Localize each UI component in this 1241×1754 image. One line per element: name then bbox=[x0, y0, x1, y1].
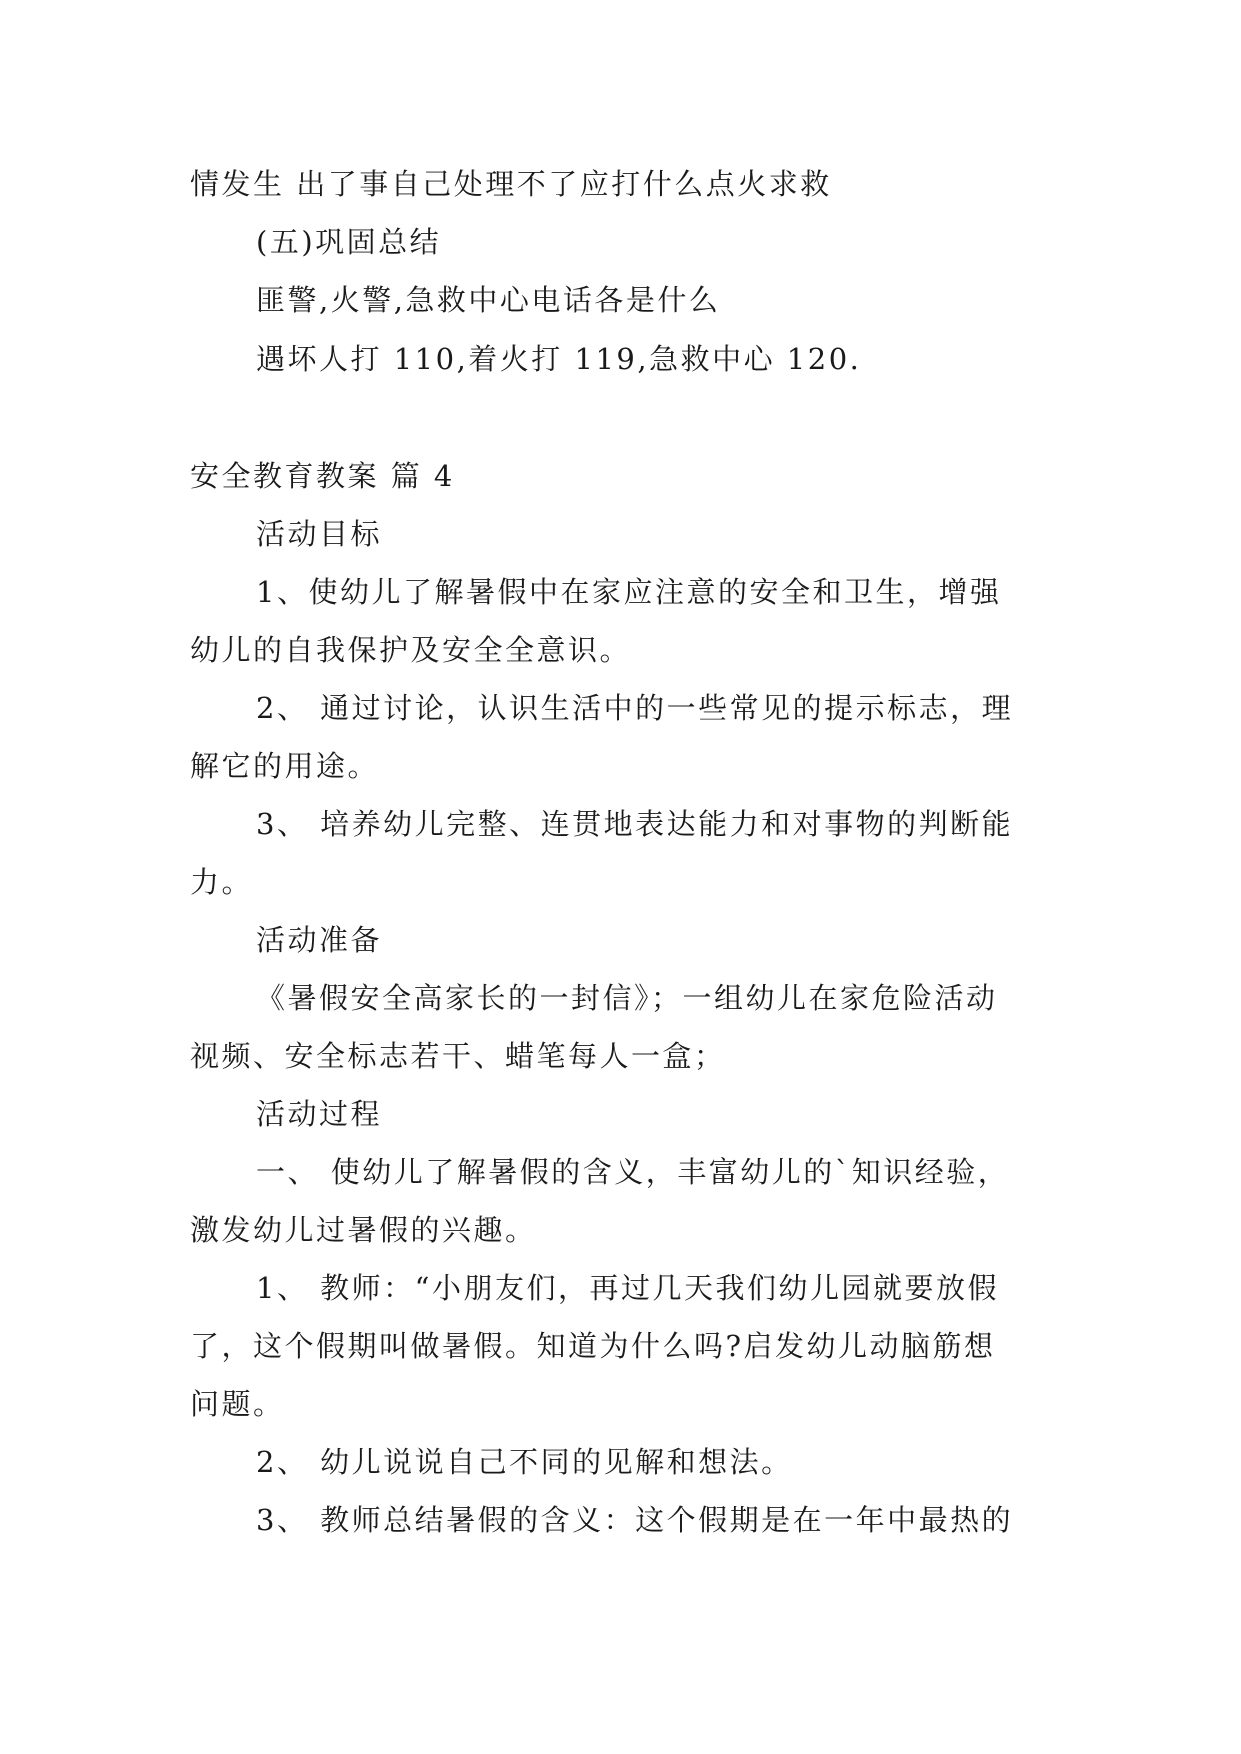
text-line: 情发生 出了事自己处理不了应打什么点火求救 bbox=[190, 167, 832, 201]
text-line: 视频、安全标志若干、蜡笔每人一盒； bbox=[190, 1039, 726, 1073]
text-line: 3、 教师总结暑假的含义：这个假期是在一年中最热的 bbox=[256, 1503, 1014, 1537]
text-line: 3、 培养幼儿完整、连贯地表达能力和对事物的判断能 bbox=[256, 807, 1014, 841]
text-line: 了，这个假期叫做暑假。知道为什么吗?启发幼儿动脑筋想 bbox=[190, 1329, 996, 1363]
text-line: 1、使幼儿了解暑假中在家应注意的安全和卫生，增强 bbox=[256, 575, 1002, 609]
text-line: 激发幼儿过暑假的兴趣。 bbox=[190, 1213, 537, 1247]
article-title: 安全教育教案 篇 4 bbox=[190, 459, 455, 493]
text-line: 力。 bbox=[190, 865, 254, 899]
section-heading: 活动过程 bbox=[256, 1097, 383, 1131]
text-line: 一、 使幼儿了解暑假的含义，丰富幼儿的`知识经验， bbox=[256, 1155, 1010, 1189]
text-line: 问题。 bbox=[190, 1387, 285, 1421]
text-line: 匪警,火警,急救中心电话各是什么 bbox=[256, 283, 721, 317]
section-heading: 活动准备 bbox=[256, 923, 383, 957]
text-line: 2、 通过讨论，认识生活中的一些常见的提示标志，理 bbox=[256, 691, 1014, 725]
text-line: 1、 教师：“小朋友们，再过几天我们幼儿园就要放假 bbox=[256, 1271, 999, 1305]
section-heading: 活动目标 bbox=[256, 517, 383, 551]
section-heading: (五)巩固总结 bbox=[256, 225, 442, 259]
text-line: 幼儿的自我保护及安全全意识。 bbox=[190, 633, 632, 667]
text-line: 《暑假安全高家长的一封信》；一组幼儿在家危险活动 bbox=[256, 981, 998, 1015]
text-line: 遇坏人打 110,着火打 119,急救中心 120. bbox=[256, 342, 862, 376]
text-line: 解它的用途。 bbox=[190, 749, 380, 783]
text-line: 2、 幼儿说说自己不同的见解和想法。 bbox=[256, 1445, 793, 1479]
